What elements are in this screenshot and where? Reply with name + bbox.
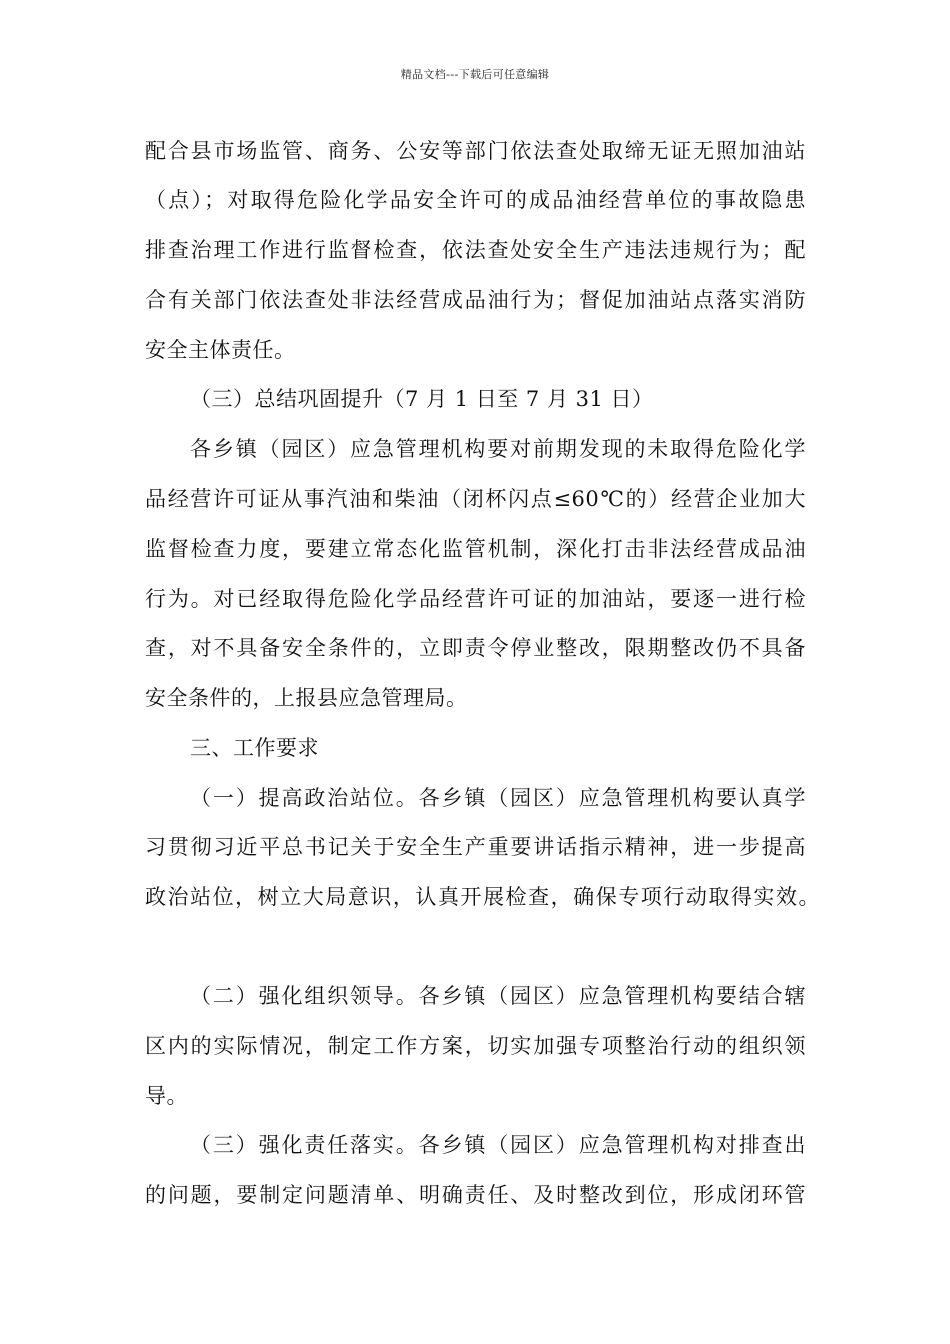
text-line: 各乡镇（园区）应急管理机构要对前期发现的未取得危险化学 xyxy=(190,437,806,461)
text-line: 品经营许可证从事汽油和柴油（闭杯闪点≤60℃的）经营企业加大 xyxy=(145,487,806,511)
text-line: 安全条件的，上报县应急管理局。 xyxy=(145,686,468,710)
text-line: 安全主体责任。 xyxy=(145,338,296,362)
section-heading: （三）总结巩固提升（7 月 1 日至 7 月 31 日） xyxy=(190,387,654,411)
text-line: 的问题，要制定问题清单、明确责任、及时整改到位，形成闭环管 xyxy=(145,1183,806,1207)
section-heading: 三、工作要求 xyxy=(190,736,319,760)
text-line: （二）强化组织领导。各乡镇（园区）应急管理机构要结合辖 xyxy=(190,984,806,1008)
text-line: 配合县市场监管、商务、公安等部门依法查处取缔无证无照加油站 xyxy=(145,139,806,163)
text-line: 查，对不具备安全条件的，立即责令停业整改，限期整改仍不具备 xyxy=(145,636,806,660)
text-line: 政治站位，树立大局意识，认真开展检查，确保专项行动取得实效。 xyxy=(145,885,820,909)
text-line: 合有关部门依法查处非法经营成品油行为；督促加油站点落实消防 xyxy=(145,288,806,312)
page-header: 精品文档---下载后可任意编辑 xyxy=(400,68,550,81)
text-line: 导。 xyxy=(145,1084,188,1108)
text-line: 习贯彻习近平总书记关于安全生产重要讲话指示精神，进一步提高 xyxy=(145,835,806,859)
text-line: 区内的实际情况，制定工作方案，切实加强专项整治行动的组织领 xyxy=(145,1034,806,1058)
text-line: （点）；对取得危险化学品安全许可的成品油经营单位的事故隐患 xyxy=(145,188,806,212)
text-line: 行为。对已经取得危险化学品经营许可证的加油站，要逐一进行检 xyxy=(145,587,806,611)
text-line: 排查治理工作进行监督检查，依法查处安全生产违法违规行为；配 xyxy=(145,238,806,262)
text-line: （三）强化责任落实。各乡镇（园区）应急管理机构对排查出 xyxy=(190,1133,806,1157)
text-line: 监督检查力度，要建立常态化监管机制，深化打击非法经营成品油 xyxy=(145,537,806,561)
text-line: （一）提高政治站位。各乡镇（园区）应急管理机构要认真学 xyxy=(190,786,806,810)
